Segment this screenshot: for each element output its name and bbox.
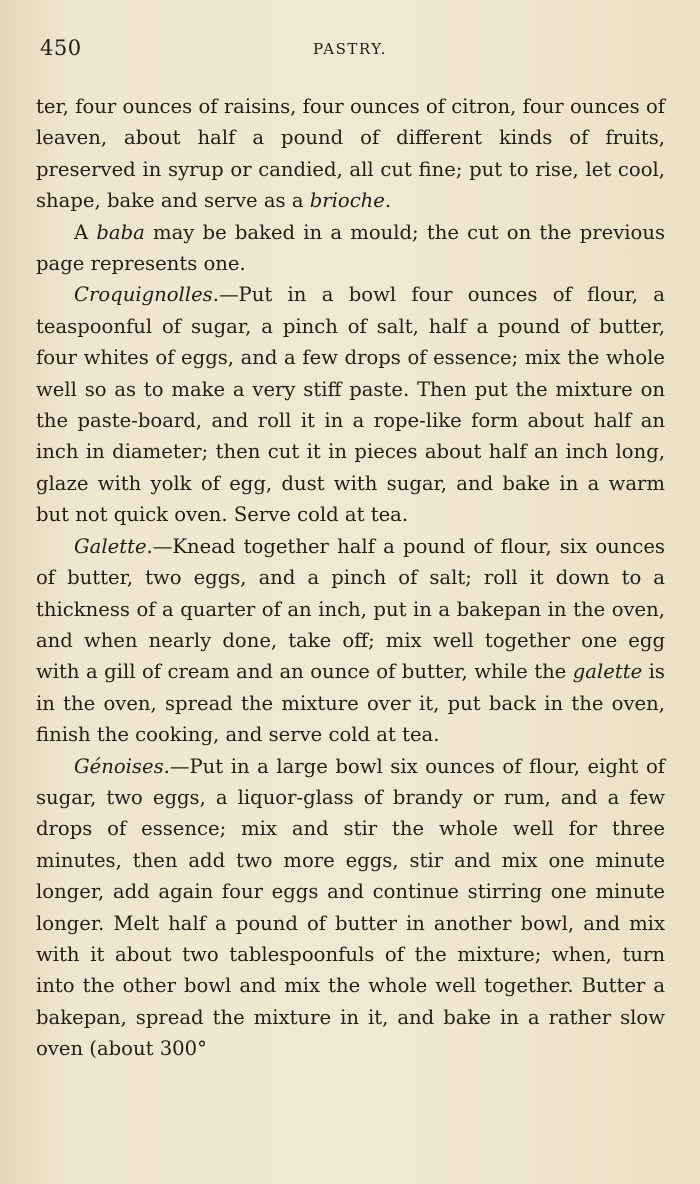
paragraph-text: .—Put in a bowl four ounces of flour, a teaspoonful of sugar, a pinch of salt, half a pound of butter, four whites of eggs, and a few drops of essence; mix the whole well so as to make a very stiff paste. Then put the mixture on the paste-board, and roll it in a rope-like form about half an inch in diameter; then cut it in pieces about half an inch long, glaze with yolk of egg, dust with sugar, and bake in a warm but not quick oven. Serve cold at tea.	[36, 283, 665, 527]
paragraph-lead: A	[74, 220, 97, 244]
page-body	[36, 91, 665, 1065]
running-title: PASTRY.	[313, 40, 387, 58]
paragraph-text: may be baked in a mould; the cut on the previous page represents one.	[36, 220, 665, 276]
paragraph-galette	[36, 531, 665, 751]
paragraph-text: .—Knead together half a pound of flour, six ounces of butter, two eggs, and a pinch of salt; roll it down to a thickness of a quarter of an inch, put in a bakepan in the oven, and when nearly done, take off; mix well together one egg with a gill of cream and an ounce of butter, while the	[36, 534, 665, 684]
italic-term-baba: baba	[96, 220, 145, 244]
paragraph-brioche-continuation	[36, 91, 665, 217]
italic-term-brioche: brioche	[309, 189, 385, 213]
recipe-title-genoises: Génoises	[74, 754, 164, 778]
paragraph-text: ter, four ounces of raisins, four ounces of citron, four ounces of leaven, about half a pound of different kinds of fruits, preserved in syrup or candied, all cut fine; put to rise, let cool, shape, bake and serve as a	[36, 95, 665, 213]
recipe-title-croquignolles: Croquignolles	[74, 283, 213, 307]
recipe-title-galette: Galette	[74, 534, 147, 558]
paragraph-genoises	[36, 751, 665, 1065]
page-number: 450	[40, 36, 82, 60]
paragraph-tail: .	[384, 189, 392, 213]
paragraph-text: .—Put in a large bowl six ounces of flour, eight of sugar, two eggs, a liquor-glass of brandy or rum, and a few drops of essence; mix and stir the whole well for three minutes, then add two more eggs, stir and mix one minute longer, add again four eggs and continue stirring one minute longer. Melt half a pound of butter in another bowl, and mix with it about two tablespoonfuls of the mixture; when, turn into the other bowl and mix the whole well together. Butter a bakepan, spread the mixture in it, and bake in a rather slow oven (about 300°	[36, 754, 665, 1061]
paragraph-croquignolles	[36, 279, 665, 530]
paragraph-baba	[36, 217, 665, 280]
page-header	[40, 36, 660, 66]
paragraph-tail: is in the oven, spread the mixture over it, put back in the oven, finish the cooking, and serve cold at tea.	[36, 660, 665, 747]
italic-term-galette: galette	[572, 660, 643, 684]
